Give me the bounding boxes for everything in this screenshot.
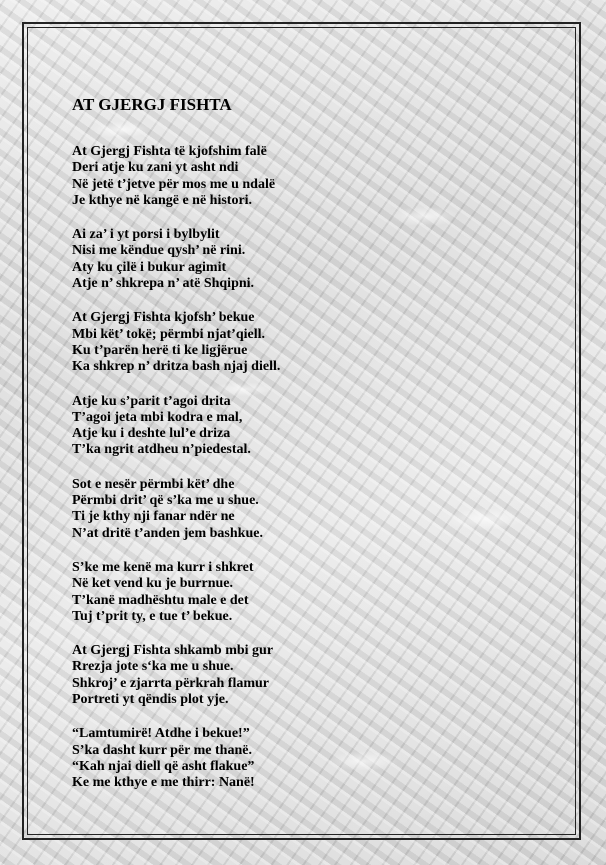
poem-line: Atje ku s’parit t’agoi drita: [72, 393, 231, 409]
stanza-3: [72, 310, 542, 375]
poem-line: Mbi kët’ tokë; përmbi njat’qiell.: [72, 326, 265, 342]
poem-line: T’ka ngrit atdheu n’piedestal.: [72, 442, 251, 458]
poem-line: Portreti yt qëndis plot yje.: [72, 692, 229, 708]
poem-line: Atje n’ shkrepa n’ atë Shqipni.: [72, 276, 255, 292]
poem-line: Përmbi drit’ që s’ka me u shue.: [72, 493, 259, 509]
poem-line: Në jetë t’jetve për mos me u ndalë: [72, 176, 276, 192]
stanza-6: [72, 560, 542, 625]
poem-line: At Gjergj Fishta kjofsh’ bekue: [72, 310, 255, 326]
poem-line: Rrezja jote s‘ka me u shue.: [72, 659, 234, 675]
poem-line: Nisi me këndue qysh’ në rini.: [72, 243, 246, 259]
poem-line: At Gjergj Fishta të kjofshim falë: [72, 144, 267, 159]
poem-line: T’agoi jeta mbi kodra e mal,: [72, 409, 243, 425]
poem-line: Ku t’parën herë ti ke ligjërue: [72, 342, 248, 358]
poem-line: Deri atje ku zani yt asht ndi: [72, 160, 239, 176]
poem-line: Sot e nesër përmbi kët’ dhe: [72, 476, 235, 492]
stanza-7: [72, 643, 542, 708]
poem-line: Ka shkrep n’ dritza bash njaj diell.: [72, 359, 281, 375]
poem-line: Shkroj’ e zjarrta përkrah flamur: [72, 675, 269, 691]
poem-line: Je kthye në kangë e në histori.: [72, 192, 253, 208]
poem-line: S’ke me kenë ma kurr i shkret: [72, 559, 254, 575]
stanza-5: [72, 477, 542, 542]
poem-title: AT GJERGJ FISHTA: [72, 95, 232, 114]
poem-line: Atje ku i deshte lul’e driza: [72, 426, 231, 442]
stanza-8: [72, 726, 542, 791]
stanza-1: [72, 144, 542, 209]
poem-line: Në ket vend ku je burrnue.: [72, 576, 234, 592]
poem-line: Tuj t’prit ty, e tue t’ bekue.: [72, 608, 233, 624]
poem-line: “Kah njai diell që asht flakue”: [72, 758, 255, 774]
poem-line: N’at dritë t’anden jem bashkue.: [72, 525, 263, 541]
poem-line: T’kanë madhështu male e det: [72, 592, 249, 608]
poem-line: Ke me kthye e me thirr: Nanë!: [72, 775, 255, 791]
poem-line: At Gjergj Fishta shkamb mbi gur: [72, 643, 274, 659]
poem: [72, 95, 542, 810]
poem-line: “Lamtumirë! Atdhe i bekue!”: [72, 726, 250, 742]
stanza-4: [72, 394, 542, 459]
poem-line: Ti je kthy nji fanar ndër ne: [72, 509, 235, 525]
poem-line: S’ka dasht kurr për me thanë.: [72, 742, 252, 758]
stanza-2: [72, 227, 542, 292]
poem-line: Aty ku çilë i bukur agimit: [72, 259, 227, 275]
poem-line: Ai za’ i yt porsi i bylbylit: [72, 227, 220, 243]
